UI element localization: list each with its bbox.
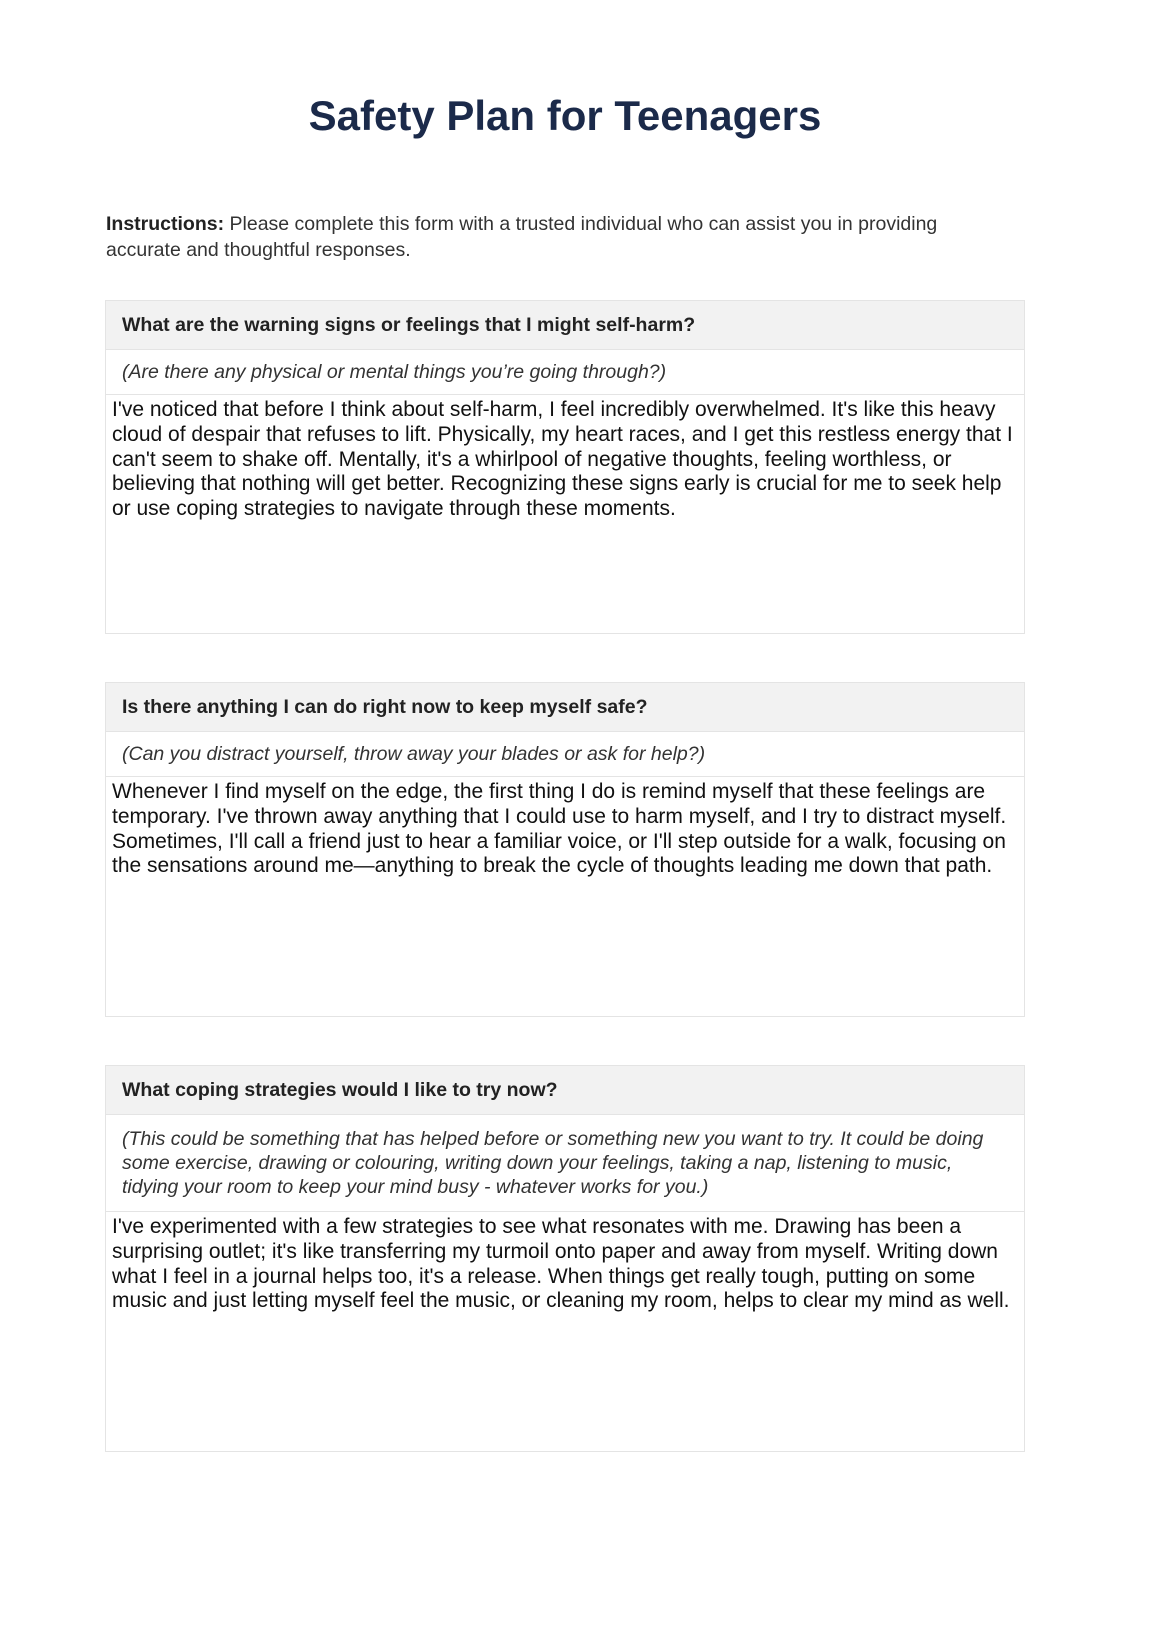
- answer-field[interactable]: I've experimented with a few strategies to see what resonates with me. Drawing has been a surprising outlet; it's like transferring my turmoil onto paper and away from myself. Writing down what I feel in a journal helps too, it's a release. When things get really tough, putting on some music and just letting myself feel the music, or cleaning my room, helps to clear my mind as well.: [112, 1215, 1010, 1313]
- section-keep-safe: [105, 682, 1025, 1017]
- page-title: Safety Plan for Teenagers: [308, 92, 822, 139]
- answer-field[interactable]: I've noticed that before I think about self-harm, I feel incredibly overwhelmed. It's like this heavy cloud of despair that refuses to lift. Physically, my heart races, and I get this restless energy that I can't seem to shake off. Mentally, it's a whirlpool of negative thoughts, feeling worthless, or believing that nothing will get better. Recognizing these signs early is crucial for me to seek help or use coping strategies to navigate through these moments.: [112, 398, 1013, 521]
- section-hint: (Are there any physical or mental things you’re going through?): [106, 350, 1024, 395]
- instructions-label: Instructions:: [106, 213, 225, 235]
- section-hint: (Can you distract yourself, throw away your blades or ask for help?): [106, 732, 1024, 777]
- instructions: [106, 211, 986, 263]
- section-question: What are the warning signs or feelings that I might self-harm?: [106, 301, 1024, 350]
- section-warning-signs: [105, 300, 1025, 634]
- section-coping-strategies: [105, 1065, 1025, 1452]
- section-question: Is there anything I can do right now to keep myself safe?: [106, 683, 1024, 732]
- answer-field[interactable]: Whenever I find myself on the edge, the first thing I do is remind myself that these feelings are temporary. I've thrown away anything that I could use to harm myself, and I try to distract myself. Sometimes, I'll call a friend just to hear a familiar voice, or I'll step outside for a walk, focusing on the sensations around me—anything to break the cycle of thoughts leading me down that path.: [112, 780, 1007, 878]
- section-question: What coping strategies would I like to try now?: [106, 1066, 1024, 1115]
- section-hint: (This could be something that has helped before or something new you want to try. It could be doing some exercise, drawing or colouring, writing down your feelings, taking a nap, listening to music, tidying your room to keep your mind busy - whatever works for you.): [106, 1115, 1024, 1212]
- instructions-text: Please complete this form with a trusted individual who can assist you in providing accurate and thoughtful responses.: [106, 213, 938, 261]
